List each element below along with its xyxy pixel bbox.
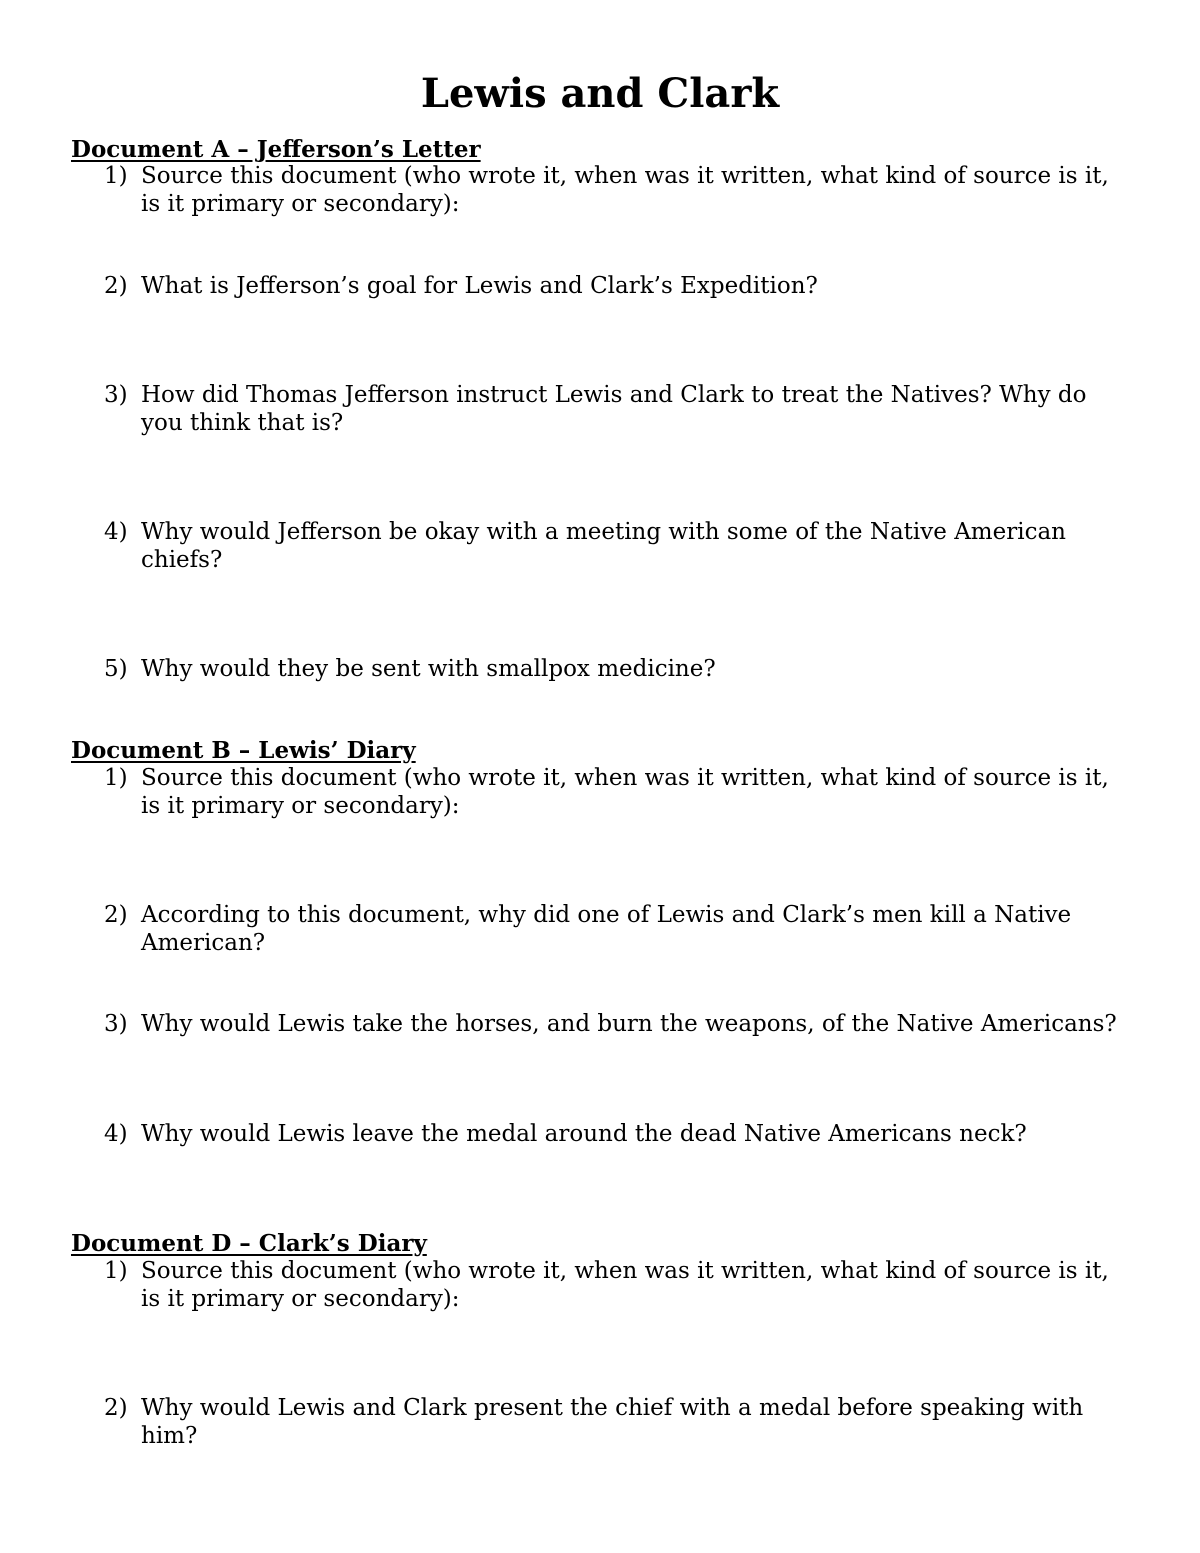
question-a-4 xyxy=(104,519,1124,574)
question-b-4 xyxy=(104,1121,1124,1149)
section-heading-document-d: Document D – Clark’s Diary xyxy=(71,1230,427,1257)
question-text: Why would Lewis and Clark present the chief with a medal before speaking with him? xyxy=(141,1395,1084,1449)
question-text: Source this document (who wrote it, when was it written, what kind of source is it, is it primary or secondary): xyxy=(141,1258,1109,1312)
question-a-2 xyxy=(104,273,1124,301)
question-number: 4) xyxy=(104,519,128,545)
question-number: 5) xyxy=(104,656,128,682)
question-text: How did Thomas Jefferson instruct Lewis and Clark to treat the Natives? Why do you think that is? xyxy=(141,382,1087,436)
section-heading-document-a: Document A – Jefferson’s Letter xyxy=(71,136,481,163)
question-d-1 xyxy=(104,1258,1124,1313)
question-text: Why would Jefferson be okay with a meeting with some of the Native American chiefs? xyxy=(141,519,1066,573)
question-a-3 xyxy=(104,382,1124,437)
question-text: Why would Lewis take the horses, and burn the weapons, of the Native Americans? xyxy=(141,1011,1117,1037)
question-number: 2) xyxy=(104,273,128,299)
question-text: Why would they be sent with smallpox medicine? xyxy=(141,656,716,682)
question-text: According to this document, why did one of Lewis and Clark’s men kill a Native American? xyxy=(141,902,1072,956)
page-title: Lewis and Clark xyxy=(420,70,780,117)
section-heading-document-b: Document B – Lewis’ Diary xyxy=(71,737,416,764)
question-number: 1) xyxy=(104,1258,128,1284)
question-text: Why would Lewis leave the medal around the dead Native Americans neck? xyxy=(141,1121,1027,1147)
question-text: Source this document (who wrote it, when was it written, what kind of source is it, is it primary or secondary): xyxy=(141,765,1109,819)
question-b-2 xyxy=(104,902,1124,957)
question-text: What is Jefferson’s goal for Lewis and Clark’s Expedition? xyxy=(141,273,818,299)
question-b-3 xyxy=(104,1011,1124,1039)
question-number: 2) xyxy=(104,1395,128,1421)
question-number: 1) xyxy=(104,163,128,189)
question-number: 1) xyxy=(104,765,128,791)
question-text: Source this document (who wrote it, when was it written, what kind of source is it, is it primary or secondary): xyxy=(141,163,1109,217)
question-number: 3) xyxy=(104,382,128,408)
question-a-5 xyxy=(104,656,1124,684)
question-number: 4) xyxy=(104,1121,128,1147)
question-number: 2) xyxy=(104,902,128,928)
question-a-1 xyxy=(104,163,1124,218)
question-d-2 xyxy=(104,1395,1124,1450)
question-number: 3) xyxy=(104,1011,128,1037)
question-b-1 xyxy=(104,765,1124,820)
